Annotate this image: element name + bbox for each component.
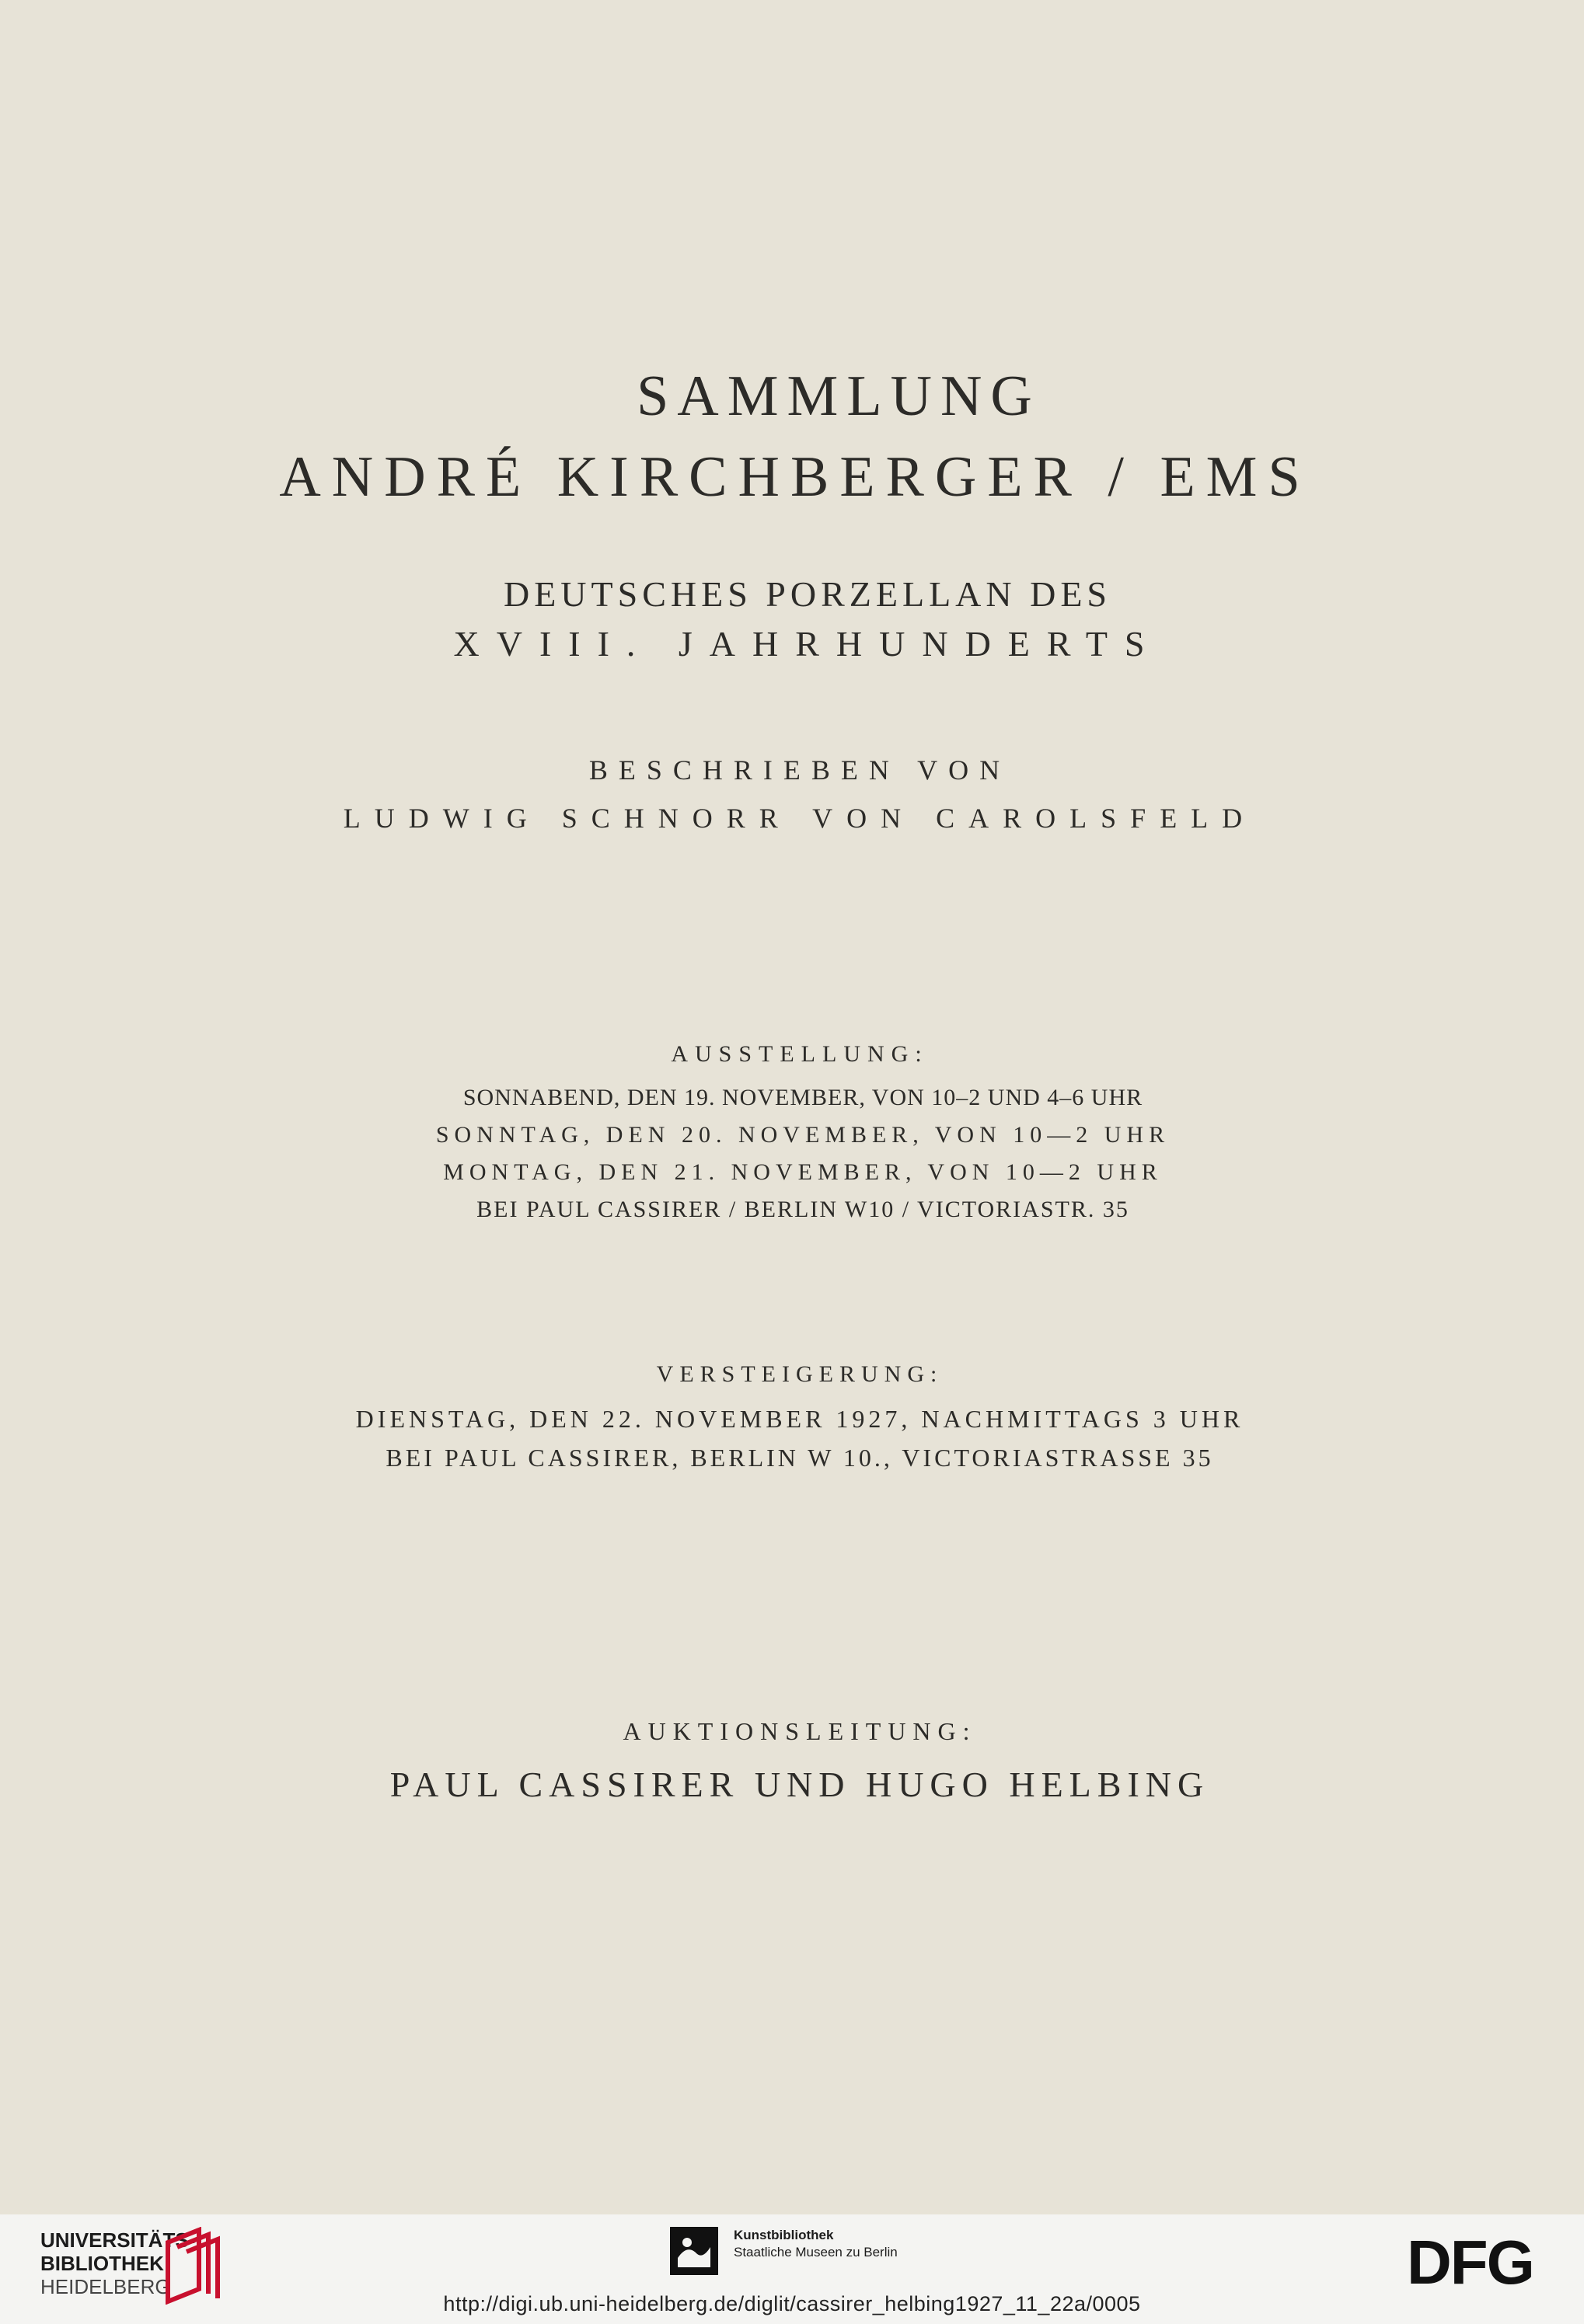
exhibition-heading: AUSSTELLUNG: <box>671 1041 929 1067</box>
auction-line: DIENSTAG, DEN 22. NOVEMBER 1927, NACHMITTAGS 3 UHR <box>355 1405 1244 1433</box>
library-name-line: UNIVERSITÄTS- <box>40 2228 196 2252</box>
auction-heading: VERSTEIGERUNG: <box>656 1361 944 1387</box>
kunstbibliothek-logo-icon[interactable] <box>670 2227 718 2275</box>
exhibition-line: SONNABEND, DEN 19. NOVEMBER, VON 10–2 UND 4–6 UHR <box>462 1085 1143 1110</box>
auction-line: BEI PAUL CASSIRER, BERLIN W 10., VICTORIASTRASSE 35 <box>386 1444 1214 1472</box>
collection-owner: ANDRÉ KIRCHBERGER / EMS <box>279 445 1311 509</box>
library-name-line: HEIDELBERG <box>40 2275 171 2298</box>
subtitle-line-2: XVIII. JAHRHUNDERTS <box>453 624 1162 664</box>
kb-name-line: Staatliche Museen zu Berlin <box>734 2245 898 2260</box>
permalink-url[interactable]: http://digi.ub.uni-heidelberg.de/diglit/cassirer_helbing1927_11_22a/0005 <box>443 2292 1141 2315</box>
dfg-logo[interactable]: DFG <box>1407 2228 1533 2297</box>
subtitle-line-1: DEUTSCHES PORZELLAN DES <box>503 574 1112 614</box>
exhibition-line: BEI PAUL CASSIRER / BERLIN W10 / VICTORIASTR. 35 <box>476 1197 1129 1222</box>
kunstbibliothek-name[interactable] <box>734 2227 898 2261</box>
digitization-footer <box>0 2214 1584 2324</box>
author-name: LUDWIG SCHNORR VON CAROLSFELD <box>343 803 1257 834</box>
exhibition-line: SONNTAG, DEN 20. NOVEMBER, VON 10—2 UHR <box>435 1122 1171 1148</box>
auction-management-names: PAUL CASSIRER UND HUGO HELBING <box>389 1765 1210 1804</box>
kb-name-line: Kunstbibliothek <box>734 2228 834 2242</box>
collection-title: SAMMLUNG <box>637 364 1041 428</box>
exhibition-line: MONTAG, DEN 21. NOVEMBER, VON 10—2 UHR <box>443 1159 1163 1185</box>
described-by-label: BESCHRIEBEN VON <box>588 754 1011 786</box>
auction-management-heading: AUKTIONSLEITUNG: <box>623 1717 977 1745</box>
library-name-line: BIBLIOTHEK <box>40 2252 164 2275</box>
